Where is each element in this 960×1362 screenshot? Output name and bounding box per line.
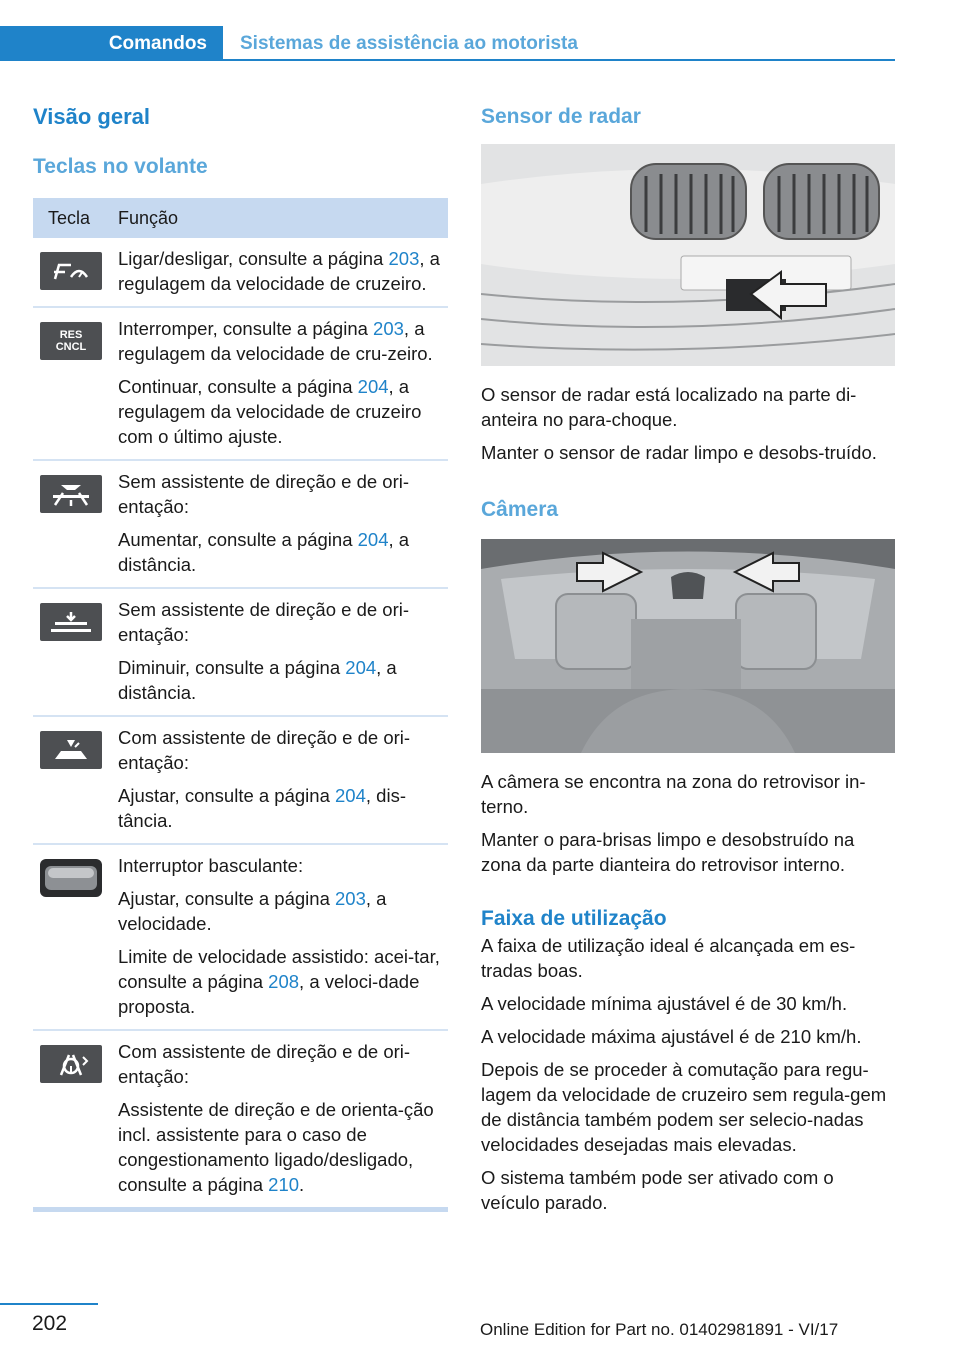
key-cell [33,316,105,449]
function-cell [105,1039,448,1197]
page-header [0,26,895,61]
function-cell [105,597,448,705]
res-cncl-icon [40,322,102,360]
function-text: Aumentar, consulte a página 204, a distância. [118,529,410,575]
camera-heading: Câmera [481,498,559,521]
key-cell [33,469,105,577]
table-header [33,198,448,238]
steering-wheel-keys-table [33,198,448,1212]
function-cell [105,853,448,1019]
page-link[interactable]: 204 [345,657,377,678]
camera-text-2: Manter o para-brisas limpo e desobstruído na zona da parte dianteira do retrovisor interno. [481,829,855,875]
range-text-4: Depois de se proceder à comutação para regu-lagem da velocidade de cruzeiro sem regula-gem de distância também podem ser selecio-nadas velocidades desejadas mais elevadas. [481,1059,887,1155]
distance-adjust-icon [40,731,102,769]
page-link[interactable]: 203 [388,248,420,269]
radar-sensor-image [481,144,895,366]
function-text: Diminuir, consulte a página 204, a distância. [118,657,397,703]
function-text: Com assistente de direção e de ori-entação: [118,1041,411,1087]
page-link[interactable]: 203 [373,318,404,339]
key-cell [33,725,105,833]
function-cell [105,469,448,577]
table-row [33,717,448,845]
page-link[interactable]: 204 [335,785,366,806]
steering-assistant-icon [40,1045,102,1083]
radar-text-1: O sensor de radar está localizado na parte di-anteira no para-choque. [481,384,857,430]
function-text: Ajustar, consulte a página 203, a velocidade. [118,888,387,934]
function-text: Sem assistente de direção e de ori-entação: [118,471,410,517]
distance-decrease-icon [40,603,102,641]
key-cell [33,597,105,705]
function-text: Com assistente de direção e de ori-entação: [118,727,411,773]
function-cell [105,316,448,449]
res-label: RES [59,329,83,341]
page-link[interactable]: 203 [335,888,366,909]
radar-text-2: Manter o sensor de radar limpo e desobs-truído. [481,442,877,463]
range-text-3: A velocidade máxima ajustável é de 210 km/h. [481,1026,862,1047]
function-text: Ligar/desligar, consulte a página 203, a regulagem da velocidade de cruzeiro. [118,248,440,294]
page-link[interactable]: 204 [357,529,389,550]
table-row [33,845,448,1031]
camera-image [481,539,895,753]
function-text: Ajustar, consulte a página 204, dis-tância. [118,785,406,831]
chapter-title[interactable]: Sistemas de assistência ao motorista [240,33,578,54]
header-function: Função [118,207,179,228]
function-text: Interruptor basculante: [118,855,304,876]
subsection-heading: Teclas no volante [33,155,208,178]
function-text: Continuar, consulte a página 204, a regulagem da velocidade de cruzeiro com o último ajuste. [118,376,422,447]
table-row [33,589,448,717]
range-text-5: O sistema também pode ser ativado com o veículo parado. [481,1167,834,1213]
camera-text-1: A câmera se encontra na zona do retrovisor in-terno. [481,771,866,817]
radar-heading: Sensor de radar [481,105,641,128]
table-row [33,461,448,589]
section-tab[interactable] [0,26,223,61]
function-text: Interromper, consulte a página 203, a regulagem da velocidade de cru-zeiro. [118,318,433,364]
rocker-switch-icon [40,859,105,902]
distance-increase-icon [40,475,102,513]
key-cell [33,1039,105,1197]
section-heading: Visão geral [33,104,150,129]
page-number: 202 [32,1312,68,1335]
function-text: Sem assistente de direção e de ori-entação: [118,599,410,645]
key-cell [33,853,105,1019]
table-row [33,1031,448,1212]
table-row [33,308,448,461]
right-column [481,100,895,1215]
function-text: Limite de velocidade assistido: acei-tar, consulte a página 208, a veloci-dade proposta. [118,946,440,1017]
function-text: Assistente de direção e de orienta-ção incl. assistente para o caso de congestionamento ligado/desligado, consulte a página 210. [118,1099,434,1195]
range-text-2: A velocidade mínima ajustável é de 30 km/h. [481,993,848,1014]
range-text-1: A faixa de utilização ideal é alcançada em es-tradas boas. [481,935,856,981]
header-rule [223,59,895,61]
table-body [33,238,448,1212]
function-cell [105,725,448,833]
range-heading: Faixa de utilização [481,907,667,930]
footer-rule [0,1303,98,1305]
page-link[interactable]: 210 [268,1174,300,1195]
cruise-control-icon [40,252,102,290]
function-cell [105,246,448,296]
header-key: Tecla [47,207,91,228]
key-cell [33,246,105,296]
page-link[interactable]: 208 [268,971,300,992]
cncl-label: CNCL [55,341,87,353]
table-row [33,238,448,308]
left-column [33,100,448,1212]
edition-note: Online Edition for Part no. 01402981891 - VI/17 [480,1320,839,1339]
section-label: Comandos [108,33,207,54]
page-link[interactable]: 204 [357,376,389,397]
